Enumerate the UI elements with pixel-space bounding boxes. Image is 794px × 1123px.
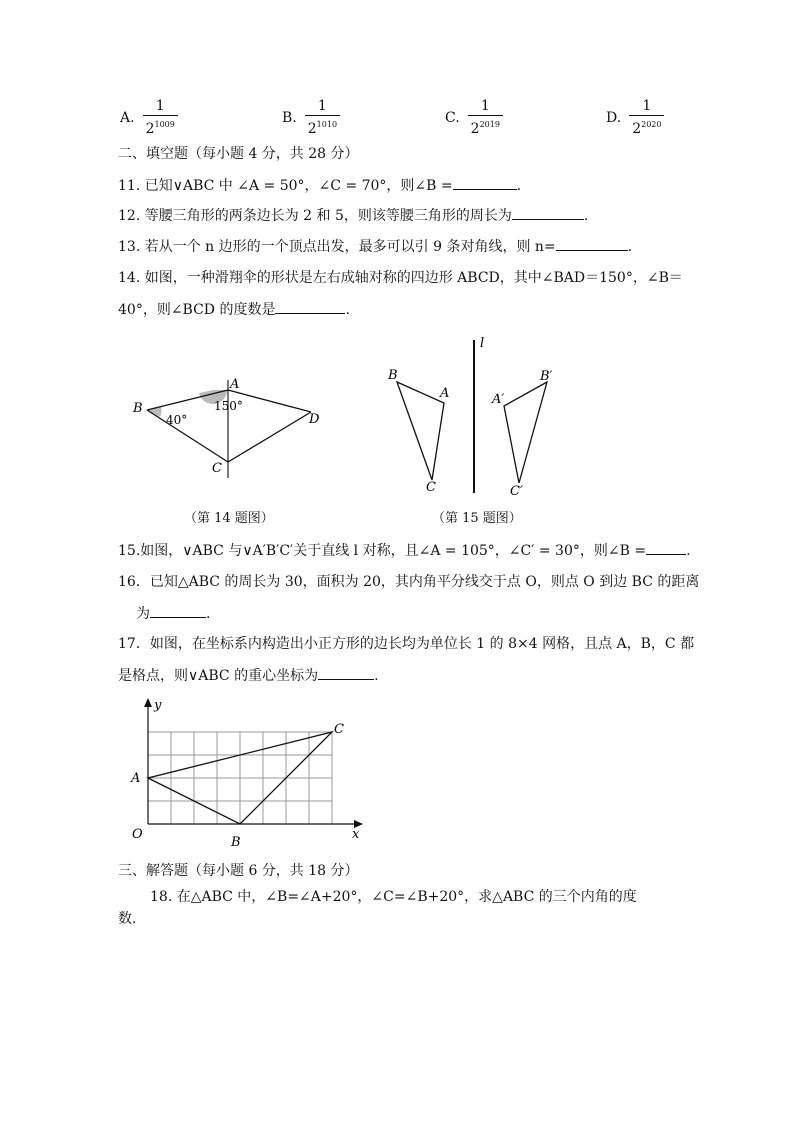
figure-15	[380, 335, 580, 500]
fig17-label-a: A	[131, 771, 141, 786]
question-11: 11. 已知∨ABC 中 ∠A = 50°，∠C = 70°，则∠B = .	[118, 175, 521, 196]
option-b-denominator: $2^{1010}$	[305, 115, 340, 138]
section2-title: 二、填空题（每小题 4 分，共 28 分）	[118, 146, 359, 162]
fig14-label-b: B	[133, 401, 143, 416]
fig14-angle-b: 40°	[166, 413, 188, 427]
answer-blank-12[interactable]	[512, 205, 584, 220]
fig17-origin-label: O	[132, 827, 143, 842]
question-18-line2: 数.	[118, 911, 137, 927]
figure-17-grid	[148, 732, 332, 824]
figure-15-caption: （第 15 题图）	[432, 511, 522, 526]
option-a-denominator: $2^{1009}$	[143, 115, 178, 138]
option-c-label: C.	[445, 110, 460, 126]
fig15-label-a: A	[440, 386, 450, 401]
answer-blank-13[interactable]	[556, 236, 628, 251]
option-a-label: A.	[120, 110, 135, 126]
fig17-label-c: C	[334, 722, 344, 737]
fig15-label-b: B	[388, 368, 398, 383]
question-14-line2: 40°，则∠BCD 的度数是 .	[118, 299, 350, 320]
fig17-y-axis-label: y	[154, 698, 162, 713]
fig17-label-b: B	[231, 835, 241, 850]
option-d-numerator: 1	[642, 98, 652, 114]
fig15-label-a-prime: A′	[492, 392, 505, 407]
figure-14-caption: （第 14 题图）	[184, 511, 274, 526]
question-14-line1: 14. 如图，一种滑翔伞的形状是左右成轴对称的四边形 ABCD，其中∠BAD＝150°，∠B＝	[118, 270, 683, 286]
fig15-line-l: l	[480, 336, 485, 351]
fig15-label-c-prime: C′	[510, 484, 523, 499]
figure-14	[128, 370, 328, 485]
question-15-text: 15.如图，∨ABC 与∨A′B′C′关于直线 l 对称，且∠A = 105°，∠C′ = 30°，则∠B =	[118, 543, 647, 559]
fig14-label-a: A	[230, 377, 240, 392]
question-13-text: 13. 若从一个 n 边形的一个顶点出发，最多可以引 9 条对角线，则 n=	[118, 239, 556, 255]
question-15: 15.如图，∨ABC 与∨A′B′C′关于直线 l 对称，且∠A = 105°，∠C′ = 30°，则∠B = .	[118, 540, 691, 561]
answer-blank-15[interactable]	[646, 540, 686, 555]
figure-17	[125, 695, 370, 855]
option-d-denominator: $2^{2020}$	[629, 115, 664, 138]
fig15-label-b-prime: B′	[540, 369, 553, 384]
option-d	[606, 98, 664, 138]
fig14-angle-a: 150°	[214, 399, 243, 413]
option-c-denominator: $2^{2019}$	[468, 115, 503, 138]
option-a-fraction	[143, 98, 178, 138]
fig15-label-c: C	[426, 480, 436, 495]
option-b	[282, 98, 340, 138]
fig14-label-c: C	[212, 461, 222, 476]
option-c	[445, 98, 503, 138]
fig17-x-axis-label: x	[352, 827, 360, 842]
answer-blank-14[interactable]	[275, 299, 345, 314]
question-16-line1: 16．已知△ABC 的周长为 30，面积为 20，其内角平分线交于点 O，则点 O 到边 BC 的距离	[118, 574, 700, 590]
option-b-numerator: 1	[317, 98, 327, 114]
answer-blank-11[interactable]	[453, 175, 517, 190]
option-a-numerator: 1	[155, 98, 165, 114]
option-d-fraction	[629, 98, 664, 138]
question-13: 13. 若从一个 n 边形的一个顶点出发，最多可以引 9 条对角线，则 n= .	[118, 236, 632, 257]
answer-blank-17[interactable]	[318, 665, 374, 680]
question-12: 12. 等腰三角形的两条边长为 2 和 5，则该等腰三角形的周长为 .	[118, 205, 588, 226]
option-a	[120, 98, 178, 138]
answer-blank-16[interactable]	[150, 603, 206, 618]
question-17-line2: 是格点，则∨ABC 的重心坐标为 .	[118, 665, 379, 686]
question-12-text: 12. 等腰三角形的两条边长为 2 和 5，则该等腰三角形的周长为	[118, 208, 512, 224]
question-18-line1: 18. 在△ABC 中，∠B=∠A+20°，∠C=∠B+20°，求△ABC 的三个内角的度	[150, 889, 637, 905]
option-b-label: B.	[282, 110, 297, 126]
question-16-line2: 为 .	[136, 603, 210, 624]
option-d-label: D.	[606, 110, 622, 126]
option-c-fraction	[468, 98, 503, 138]
question-17-line1: 17．如图，在坐标系内构造出小正方形的边长均为单位长 1 的 8×4 网格，且点 A，B，C 都	[118, 636, 695, 652]
option-c-numerator: 1	[480, 98, 490, 114]
fig14-label-d: D	[309, 412, 320, 427]
option-b-fraction	[305, 98, 340, 138]
section3-title: 三、解答题（每小题 6 分，共 18 分）	[118, 863, 359, 879]
question-11-text: 11. 已知∨ABC 中 ∠A = 50°，∠C = 70°，则∠B =	[118, 178, 453, 194]
